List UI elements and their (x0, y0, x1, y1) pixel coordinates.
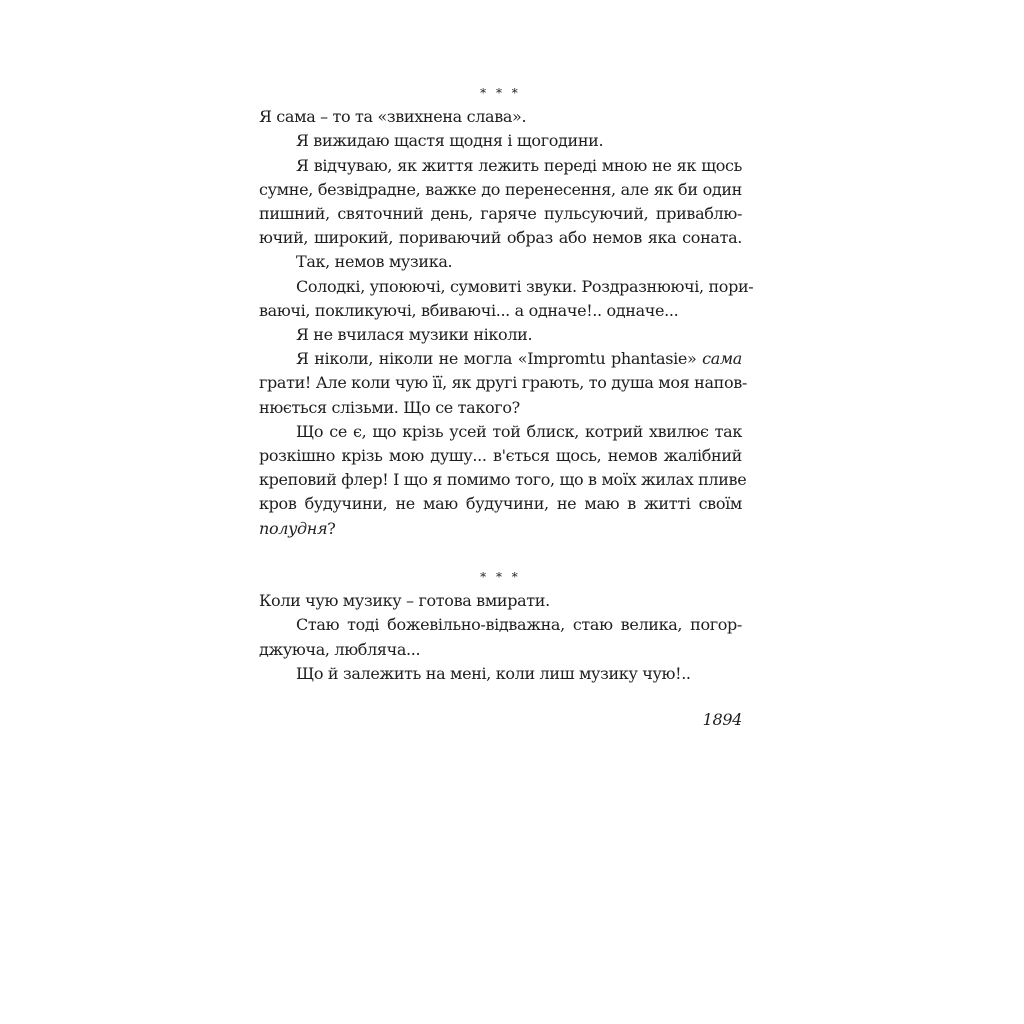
text-line: джуюча, люблячa... (259, 639, 421, 659)
text-line: Що й залежить на мені, коли лиш музику чую!.. (296, 663, 691, 683)
text-line: Коли чую музику – готова вмирати. (259, 591, 550, 611)
italic-emphasis: сама (702, 349, 742, 369)
text-line: полудня? (259, 518, 336, 538)
text-line: Стаю тоді божевільно-відважна, стаю велика, погор- (296, 615, 742, 635)
text-line: креповий флер! І що я помимо того, що в моїх жилах пливе (259, 470, 747, 490)
text-line: Що се є, що крізь усей той блиск, котрий хвилює так (296, 421, 742, 441)
text-line: Я вижидаю щастя щодня і щогодини. (296, 131, 604, 151)
section-separator: * * * (480, 570, 521, 585)
text-line: ючий, широкий, пориваючий образ або немов яка соната. (259, 228, 742, 248)
text-line: грати! Але коли чую її, як другі грають, то душа моя напов- (259, 373, 747, 393)
italic-emphasis: полудня (259, 518, 328, 538)
text-line: Солодкі, упоюючі, сумовиті звуки. Роздразнюючі, пори- (296, 276, 754, 296)
section-2-paragraphs (259, 589, 742, 686)
text-line: нюється слізьми. Що се такого? (259, 397, 520, 417)
text-line: кров будучини, не маю будучини, не маю в житті своїм (259, 494, 742, 514)
text-line: Так, немов музика. (296, 252, 453, 272)
text-line: сумне, безвідрадне, важке до перенесення, але як би один (259, 179, 742, 199)
text-line: ваючі, покликуючі, вбиваючі... а одначе!.. одначе... (259, 300, 679, 320)
text-line: Я ніколи, ніколи не могла «Impromtu phantasie» сама (296, 349, 742, 369)
text-line: Я не вчилася музики ніколи. (296, 325, 533, 345)
page-body (259, 81, 754, 732)
section-separator: * * * (480, 86, 521, 100)
date-signature: 1894 (702, 710, 742, 730)
text-line: Я сама – то та «звихнена слава». (259, 107, 527, 127)
text-line: пишний, святочний день, гаряче пульсуючий, приваблю- (259, 204, 742, 223)
text-line: Я відчуваю, як життя лежить переді мною не як щось (296, 155, 742, 175)
section-1-paragraphs (259, 105, 754, 347)
section-1-paragraphs-continued (259, 371, 747, 516)
text-line: розкішно крізь мою душу... в'ється щось, немов жалібний (259, 446, 742, 466)
